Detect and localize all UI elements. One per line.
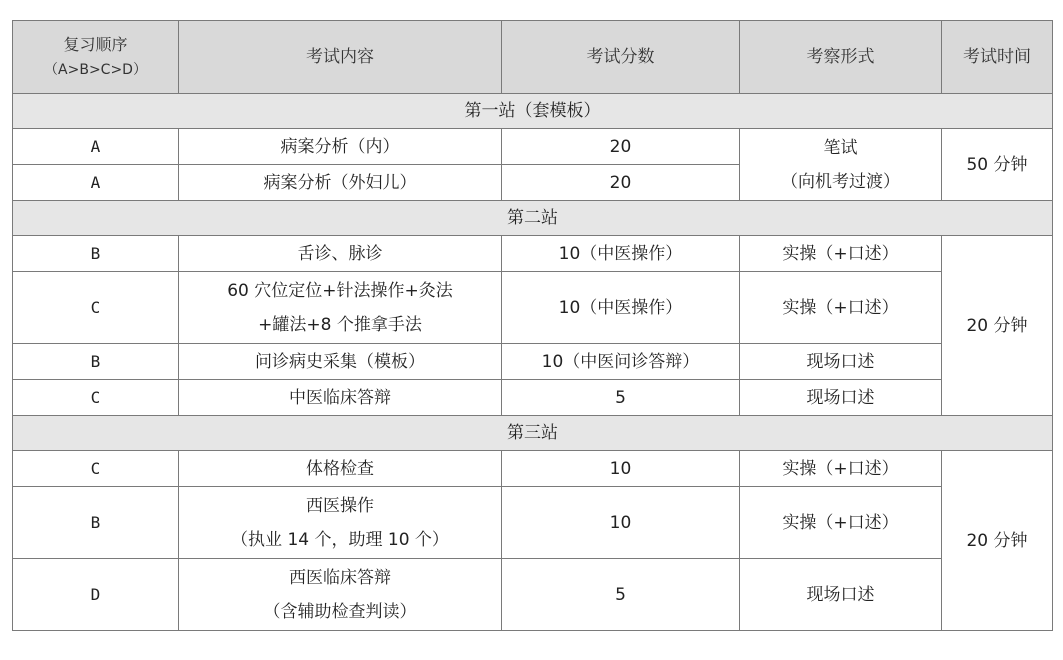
order-cell: A bbox=[13, 165, 179, 201]
order-cell: B bbox=[13, 236, 179, 272]
order-cell: C bbox=[13, 451, 179, 487]
table-row bbox=[13, 344, 1053, 380]
header-time: 考试时间 bbox=[942, 21, 1053, 94]
score-cell: 10 bbox=[502, 451, 740, 487]
table-row bbox=[13, 487, 1053, 559]
score-cell: 10 bbox=[502, 487, 740, 559]
content-cell: 问诊病史采集（模板） bbox=[179, 344, 502, 380]
header-format: 考察形式 bbox=[740, 21, 942, 94]
score-cell: 20 bbox=[502, 129, 740, 165]
table-row bbox=[13, 451, 1053, 487]
content-cell: 西医临床答辩 （含辅助检查判读） bbox=[179, 559, 502, 631]
score-cell: 5 bbox=[502, 559, 740, 631]
content-cell: 60 穴位定位+针法操作+灸法 +罐法+8 个推拿手法 bbox=[179, 272, 502, 344]
score-cell: 5 bbox=[502, 380, 740, 416]
format-cell: 现场口述 bbox=[740, 344, 942, 380]
format-cell: 现场口述 bbox=[740, 559, 942, 631]
content-cell: 体格检查 bbox=[179, 451, 502, 487]
order-cell: B bbox=[13, 344, 179, 380]
table-row bbox=[13, 129, 1053, 165]
content-cell: 病案分析（内） bbox=[179, 129, 502, 165]
content-cell: 中医临床答辩 bbox=[179, 380, 502, 416]
header-score: 考试分数 bbox=[502, 21, 740, 94]
table-row bbox=[13, 236, 1053, 272]
station-title: 第二站 bbox=[13, 201, 1053, 236]
station-1-title-row bbox=[13, 94, 1053, 129]
format-cell: 笔试 （向机考过渡） bbox=[740, 129, 942, 201]
station-title: 第一站（套模板） bbox=[13, 94, 1053, 129]
format-cell: 实操（+口述） bbox=[740, 487, 942, 559]
header-content: 考试内容 bbox=[179, 21, 502, 94]
score-cell: 10（中医问诊答辩） bbox=[502, 344, 740, 380]
order-cell: B bbox=[13, 487, 179, 559]
station-3-title-row bbox=[13, 416, 1053, 451]
table-row bbox=[13, 272, 1053, 344]
order-cell: C bbox=[13, 380, 179, 416]
score-cell: 20 bbox=[502, 165, 740, 201]
score-cell: 10（中医操作） bbox=[502, 272, 740, 344]
table-row bbox=[13, 380, 1053, 416]
order-cell: D bbox=[13, 559, 179, 631]
station-title: 第三站 bbox=[13, 416, 1053, 451]
content-cell: 病案分析（外妇儿） bbox=[179, 165, 502, 201]
header-order: 复习顺序 （A>B>C>D） bbox=[13, 21, 179, 94]
header-row bbox=[13, 21, 1053, 94]
time-cell: 50 分钟 bbox=[942, 129, 1053, 201]
format-cell: 实操（+口述） bbox=[740, 451, 942, 487]
order-cell: C bbox=[13, 272, 179, 344]
content-cell: 舌诊、脉诊 bbox=[179, 236, 502, 272]
format-cell: 实操（+口述） bbox=[740, 272, 942, 344]
score-cell: 10（中医操作） bbox=[502, 236, 740, 272]
station-2-title-row bbox=[13, 201, 1053, 236]
exam-schedule-table bbox=[12, 20, 1053, 631]
table-row bbox=[13, 559, 1053, 631]
format-cell: 实操（+口述） bbox=[740, 236, 942, 272]
time-cell: 20 分钟 bbox=[942, 236, 1053, 416]
exam-table-container bbox=[12, 20, 1053, 631]
time-cell: 20 分钟 bbox=[942, 451, 1053, 631]
format-cell: 现场口述 bbox=[740, 380, 942, 416]
content-cell: 西医操作 （执业 14 个，助理 10 个） bbox=[179, 487, 502, 559]
order-cell: A bbox=[13, 129, 179, 165]
